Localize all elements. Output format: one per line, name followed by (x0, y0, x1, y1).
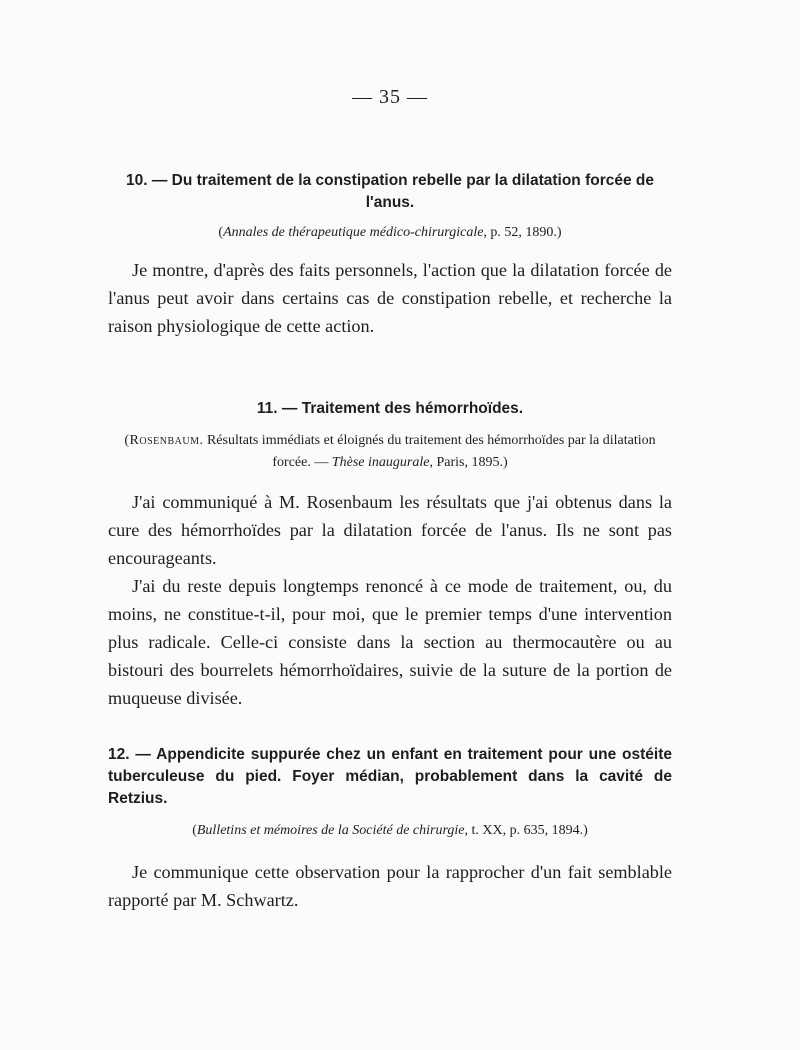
journal-title: Bulletins et mémoires de la Société de chirurgie (196, 823, 465, 838)
section-heading (108, 398, 672, 420)
section-heading (108, 170, 672, 214)
section-number: 11. (256, 400, 278, 417)
section-11 (108, 398, 672, 712)
page-number: — 35 — (352, 86, 428, 108)
section-10 (108, 170, 672, 340)
section-12 (108, 744, 672, 914)
section-number: 10. (125, 172, 148, 189)
section-title: — Traitement des hémorrhoïdes. (281, 400, 524, 417)
citation-author: (Rosenbaum. (124, 433, 204, 448)
section-heading (108, 744, 672, 810)
section-number: 12. (108, 746, 130, 763)
section-title: — Appendicite suppurée chez un enfant en traitement pour une ostéite tuberculeuse du pied. Foyer médian, probablement dans la cavité de Retzius. (108, 746, 672, 807)
section-paragraph: Je montre, d'après des faits personnels, l'action que la dilatation forcée de l'anus peut avoir dans certains cas de constipation rebelle, et recherche la raison physiologique de cette action. (108, 260, 672, 336)
section-citation: (Bulletins et mémoires de la Société de chirurgie, t. XX, p. 635, 1894.) (192, 823, 588, 838)
section-title: — Du traitement de la constipation rebelle par la dilatation forcée de l'anus. (151, 172, 654, 211)
thesis-title: Thèse inaugurale (331, 455, 430, 470)
section-paragraph: J'ai du reste depuis longtemps renoncé à ce mode de traitement, ou, du moins, ne constitue-t-il, pour moi, que le premier temps d'une intervention plus radicale. Celle-ci consiste dans la section au thermocautère ou au bistouri des bourrelets hémorrhoïdaires, suivie de la suture de la portion de muqueuse divisée. (108, 576, 672, 708)
journal-title: Annales de thérapeutique médico-chirurgicale (223, 225, 484, 240)
section-citation: (Annales de thérapeutique médico-chirurgicale, p. 52, 1890.) (218, 225, 562, 240)
section-paragraph: J'ai communiqué à M. Rosenbaum les résultats que j'ai obtenus dans la cure des hémorrhoïdes par la dilatation forcée de l'anus. Ils ne sont pas encourageants. (108, 492, 672, 568)
section-paragraph: Je communique cette observation pour la rapprocher d'un fait semblable rapporté par M. Schwartz. (108, 862, 672, 910)
section-citation: (Rosenbaum. Résultats immédiats et éloignés du traitement des hémorrhoïdes par la dilatation forcée. — Thèse inaugurale, Paris, 1895.) (124, 433, 656, 470)
